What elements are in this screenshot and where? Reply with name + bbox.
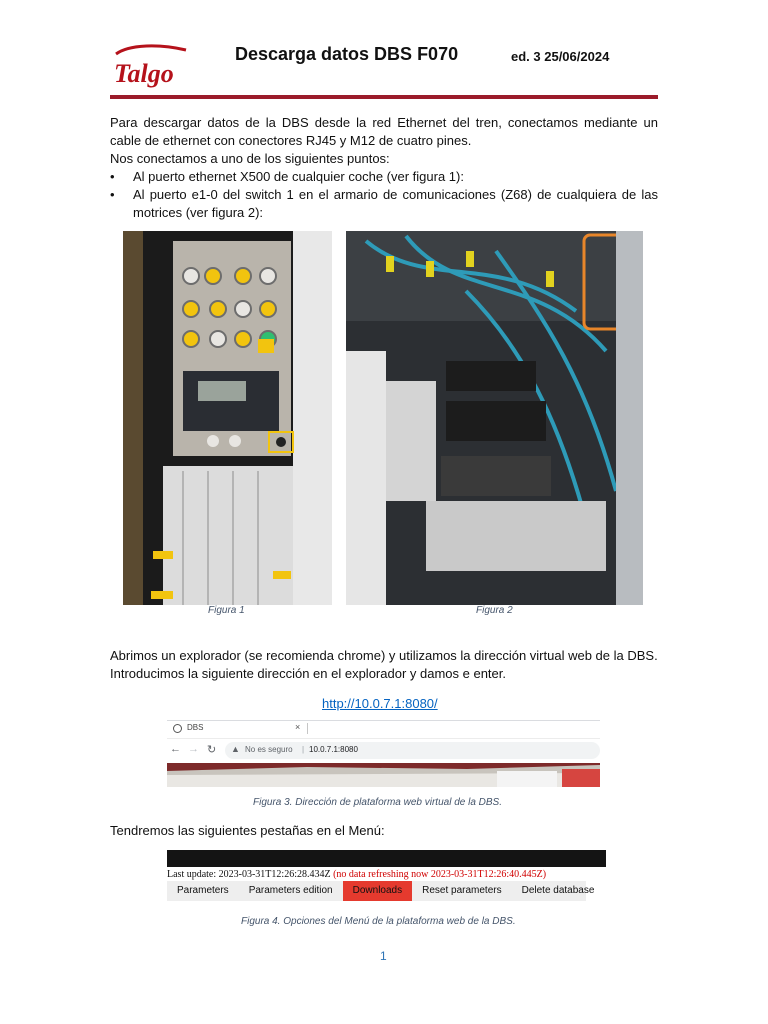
intro-lead: Nos conectamos a uno de los siguientes puntos: [110, 151, 390, 166]
connection-points-list [110, 168, 658, 222]
close-icon[interactable]: × [295, 722, 301, 732]
warning-icon: ▲ [231, 744, 240, 754]
bullet-icon: • [110, 169, 115, 184]
figure-1-photo [123, 231, 332, 605]
figure-1-caption: Figura 1 [208, 605, 245, 616]
browser-tab-bar [167, 721, 600, 737]
figure-2-photo [346, 231, 643, 605]
tab-delete-database[interactable]: Delete database [521, 885, 595, 896]
browser-nav-bar [167, 738, 600, 763]
globe-icon [173, 724, 182, 733]
menu-bar [167, 881, 595, 901]
browser-screenshot [167, 720, 600, 787]
browser-instructions-line-1: Abrimos un explorador (se recomienda chrome) y utilizamos la dirección virtual web de la DBS. [110, 648, 658, 663]
browser-page-banner [167, 763, 600, 787]
tab-divider [307, 723, 308, 734]
no-data-label: (no data refreshing now 2023-03-31T12:26:40.445Z) [330, 869, 547, 880]
header-divider [110, 95, 658, 99]
browser-instructions-line-2: Introducimos la siguiente dirección en el explorador y damos e enter. [110, 666, 506, 681]
document-title: Descarga datos DBS F070 [235, 44, 459, 64]
browser-instructions [110, 647, 658, 683]
tab-parameters[interactable]: Parameters [177, 885, 229, 896]
figure-4-caption: Figura 4. Opciones del Menú de la plataforma web de la DBS. [241, 916, 516, 927]
tab-downloads[interactable]: Downloads [343, 881, 412, 901]
list-item: • Al puerto e1-0 del switch 1 en el armario de comunicaciones (Z68) de cualquiera de las motrices (ver figura 2): [110, 187, 658, 220]
reload-icon[interactable]: ↻ [207, 744, 217, 756]
address-separator: | [302, 745, 305, 754]
back-arrow-icon[interactable]: ← [170, 743, 181, 755]
browser-tab-title[interactable]: DBS [187, 723, 204, 732]
address-text[interactable]: 10.0.7.1:8080 [309, 745, 358, 754]
tab-parameters-edition[interactable]: Parameters edition [248, 885, 333, 896]
intro-paragraph: Para descargar datos de la DBS desde la red Ethernet del tren, conectamos mediante un cable de ethernet con conectores RJ45 y M12 de cuatro pines. [110, 115, 658, 148]
talgo-logo [110, 42, 190, 90]
svg-text:Talgo: Talgo [114, 59, 174, 88]
document-edition: ed. 3 25/06/2024 [511, 49, 610, 64]
last-update-line [167, 869, 546, 880]
last-update-label: Last update: 2023-03-31T12:26:28.434Z [167, 869, 331, 880]
menu-screenshot [167, 850, 606, 902]
dbs-url-link[interactable]: http://10.0.7.1:8080/ [322, 696, 438, 711]
intro-section [110, 114, 658, 222]
menu-header-band [167, 850, 606, 867]
forward-arrow-icon[interactable]: → [188, 743, 199, 755]
address-bar[interactable] [225, 742, 600, 759]
figure-3-caption: Figura 3. Dirección de plataforma web virtual de la DBS. [253, 797, 503, 808]
menu-intro: Tendremos las siguientes pestañas en el Menú: [110, 823, 385, 838]
tab-reset-parameters[interactable]: Reset parameters [422, 885, 502, 896]
insecure-label: No es seguro [245, 745, 293, 754]
list-item: • Al puerto ethernet X500 de cualquier coche (ver figura 1): [110, 169, 464, 184]
page-number: 1 [380, 949, 387, 963]
bullet-icon: • [110, 187, 115, 202]
figure-2-caption: Figura 2 [476, 605, 513, 616]
